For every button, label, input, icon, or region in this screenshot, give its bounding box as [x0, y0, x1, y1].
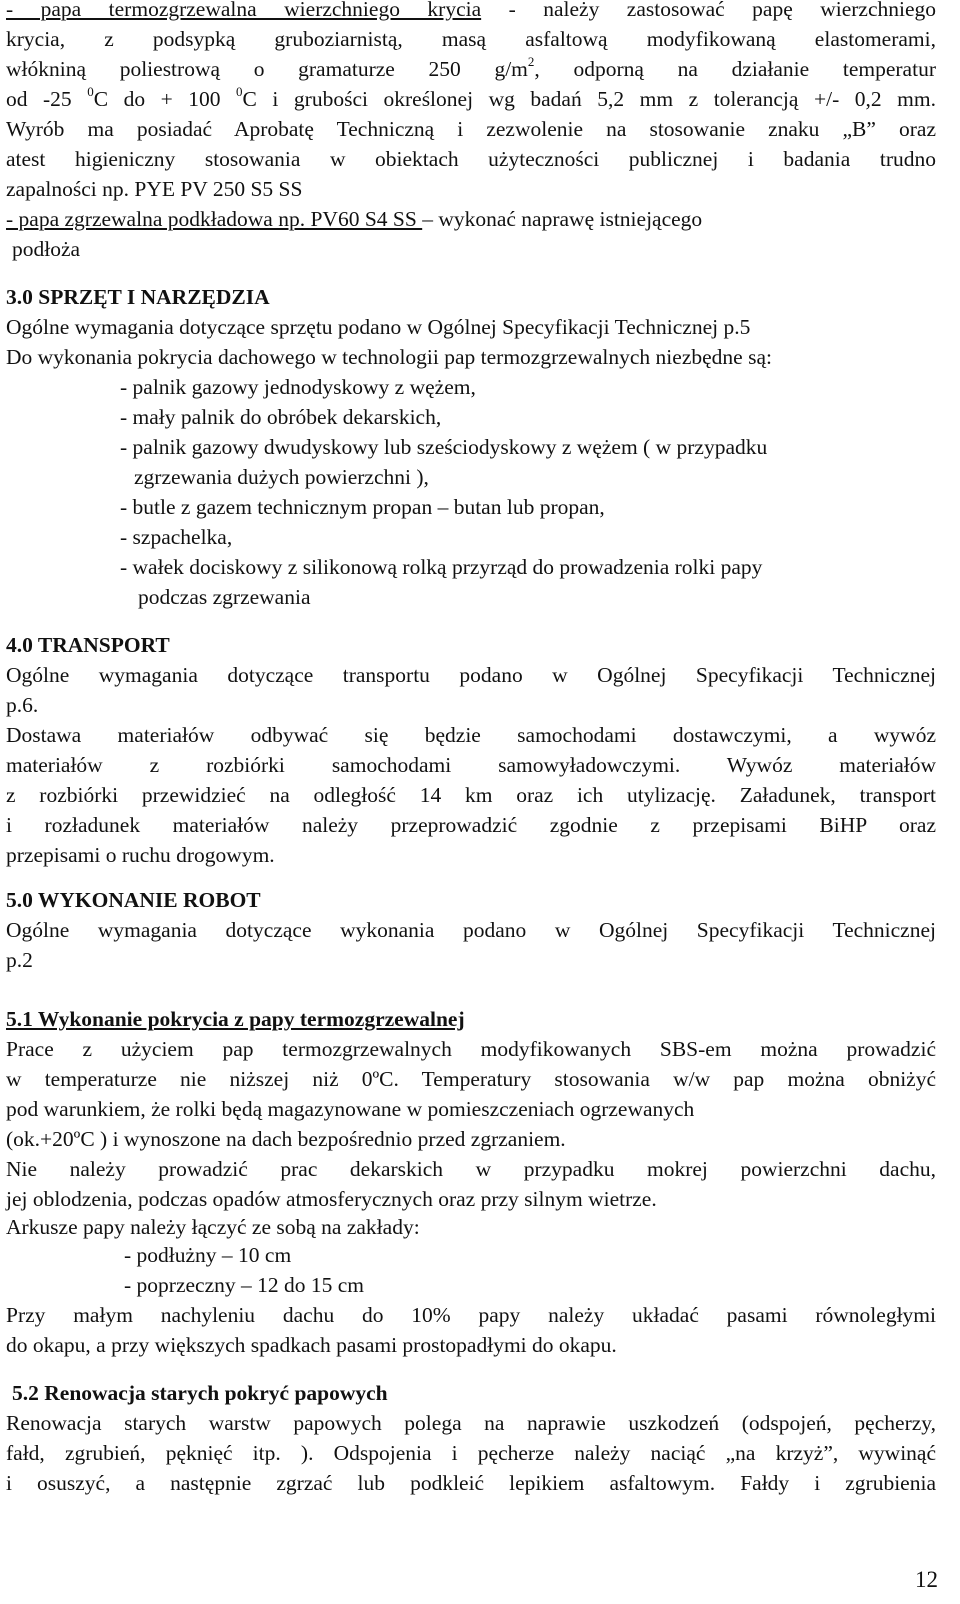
text-line	[6, 204, 936, 234]
text-line: atest higieniczny stosowania w obiektach użyteczności publicznej i badania trudno	[6, 147, 936, 171]
text-line: zapalności np. PYE PV 250 S5 SS	[6, 177, 303, 201]
subsection-heading	[6, 1004, 936, 1034]
text-line: Arkusze papy należy łączyć ze sobą na zakłady:	[6, 1215, 420, 1239]
text-line: z rozbiórki przewidzieć na odległość 14 km oraz ich utylizację. Załadunek, transport	[6, 783, 936, 807]
text-line: Ogólne wymagania dotyczące sprzętu podano w Ogólnej Specyfikacji Technicznej p.5	[6, 315, 751, 339]
text-line: fałd, zgrubień, pęknięć itp. ). Odspojenia i pęcherze należy naciąć „na krzyż”, wywinąć	[6, 1441, 936, 1465]
text-line: Dostawa materiałów odbywać się będzie samochodami dostawczymi, a wywóz	[6, 723, 936, 747]
text-line: (ok.+20ºC ) i wynoszone na dach bezpośrednio przed zgrzaniem.	[6, 1127, 566, 1151]
text-span: od -25	[6, 87, 88, 111]
underlined-term: - papa zgrzewalna podkładowa np. PV60 S4 SS	[6, 207, 423, 231]
text-span: C do + 100	[93, 87, 237, 111]
text-span: włókniną poliestrową o gramaturze 250 g/m	[6, 57, 528, 81]
list-item: - poprzeczny – 12 do 15 cm	[124, 1273, 365, 1297]
section-heading: 4.0 TRANSPORT	[6, 633, 170, 657]
text-line: krycia, z podsypką gruboziarnistą, masą asfaltową modyfikowaną elastomerami,	[6, 27, 936, 51]
list-item: - szpachelka,	[120, 525, 233, 549]
text-line: przepisami o ruchu drogowym.	[6, 843, 275, 867]
text-line: w temperaturze nie niższej niż 0ºC. Temperatury stosowania w/w pap można obniżyć	[6, 1067, 936, 1091]
text-line: materiałów z rozbiórki samochodami samowyładowczymi. Wywóz materiałów	[6, 753, 936, 777]
text-line: pod warunkiem, że rolki będą magazynowane w pomieszczeniach ogrzewanych	[6, 1097, 695, 1121]
text-line: Nie należy prowadzić prac dekarskich w przypadku mokrej powierzchni dachu,	[6, 1157, 936, 1181]
list-item-continuation: podczas zgrzewania	[138, 585, 311, 609]
text-line: i rozładunek materiałów należy przeprowadzić zgodnie z przepisami BiHP oraz	[6, 813, 936, 837]
text-line: Ogólne wymagania dotyczące wykonania podano w Ogólnej Specyfikacji Technicznej	[6, 918, 936, 942]
underlined-term: - papa termozgrzewalna wierzchniego krycia	[6, 0, 482, 21]
text-span: , odporną na działanie temperatur	[534, 57, 936, 81]
text-line: p.2	[6, 948, 33, 972]
text-line: do okapu, a przy większych spadkach pasami prostopadłymi do okapu.	[6, 1333, 617, 1357]
text-line: Prace z użyciem pap termozgrzewalnych modyfikowanych SBS-em można prowadzić	[6, 1037, 936, 1061]
text-span: C i grubości określonej wg badań 5,2 mm z tolerancją +/- 0,2 mm.	[242, 87, 936, 111]
list-item: - podłużny – 10 cm	[124, 1243, 292, 1267]
superscript: 2	[527, 53, 535, 69]
text-line	[6, 54, 936, 84]
text-line: jej oblodzenia, podczas opadów atmosferycznych oraz przy silnym wietrze.	[6, 1187, 657, 1211]
section-heading: 3.0 SPRZĘT I NARZĘDZIA	[6, 285, 270, 309]
text-line: i osuszyć, a następnie zgrzać lub podkleić lepikiem asfaltowym. Fałdy i zgrubienia	[6, 1471, 936, 1495]
list-item: - wałek dociskowy z silikonową rolką przyrząd do prowadzenia rolki papy	[120, 555, 763, 579]
list-item: - palnik gazowy dwudyskowy lub sześciodyskowy z wężem ( w przypadku	[120, 435, 768, 459]
superscript: 0	[236, 83, 243, 99]
text-line: p.6.	[6, 693, 39, 717]
text-line: Renowacja starych warstw papowych polega na naprawie uszkodzeń (odspojeń, pęcherzy,	[6, 1411, 936, 1435]
superscript: 0	[87, 83, 94, 99]
text-line: Ogólne wymagania dotyczące transportu podano w Ogólnej Specyfikacji Technicznej	[6, 663, 936, 687]
text-span: – wykonać naprawę istniejącego	[422, 207, 703, 231]
text-line	[6, 84, 936, 114]
text-line	[6, 0, 936, 24]
text-line: podłoża	[12, 237, 81, 261]
list-item-continuation: zgrzewania dużych powierzchni ),	[134, 465, 429, 489]
list-item: - palnik gazowy jednodyskowy z wężem,	[120, 375, 476, 399]
text-line: Przy małym nachyleniu dachu do 10% papy należy układać pasami równoległymi	[6, 1303, 936, 1327]
text-line: Do wykonania pokrycia dachowego w technologii pap termozgrzewalnych niezbędne są:	[6, 345, 772, 369]
list-item: - butle z gazem technicznym propan – butan lub propan,	[120, 495, 605, 519]
page-number: 12	[915, 1567, 938, 1592]
subsection-heading-text: 5.1 Wykonanie pokrycia z papy termozgrzewalnej	[6, 1007, 465, 1031]
text-line: Wyrób ma posiadać Aprobatę Techniczną i zezwolenie na stosowanie znaku „B” oraz	[6, 117, 936, 141]
list-item: - mały palnik do obróbek dekarskich,	[120, 405, 442, 429]
subsection-heading: 5.2 Renowacja starych pokryć papowych	[12, 1381, 388, 1405]
text-span: - należy zastosować papę wierzchniego	[481, 0, 936, 21]
section-heading: 5.0 WYKONANIE ROBOT	[6, 888, 261, 912]
